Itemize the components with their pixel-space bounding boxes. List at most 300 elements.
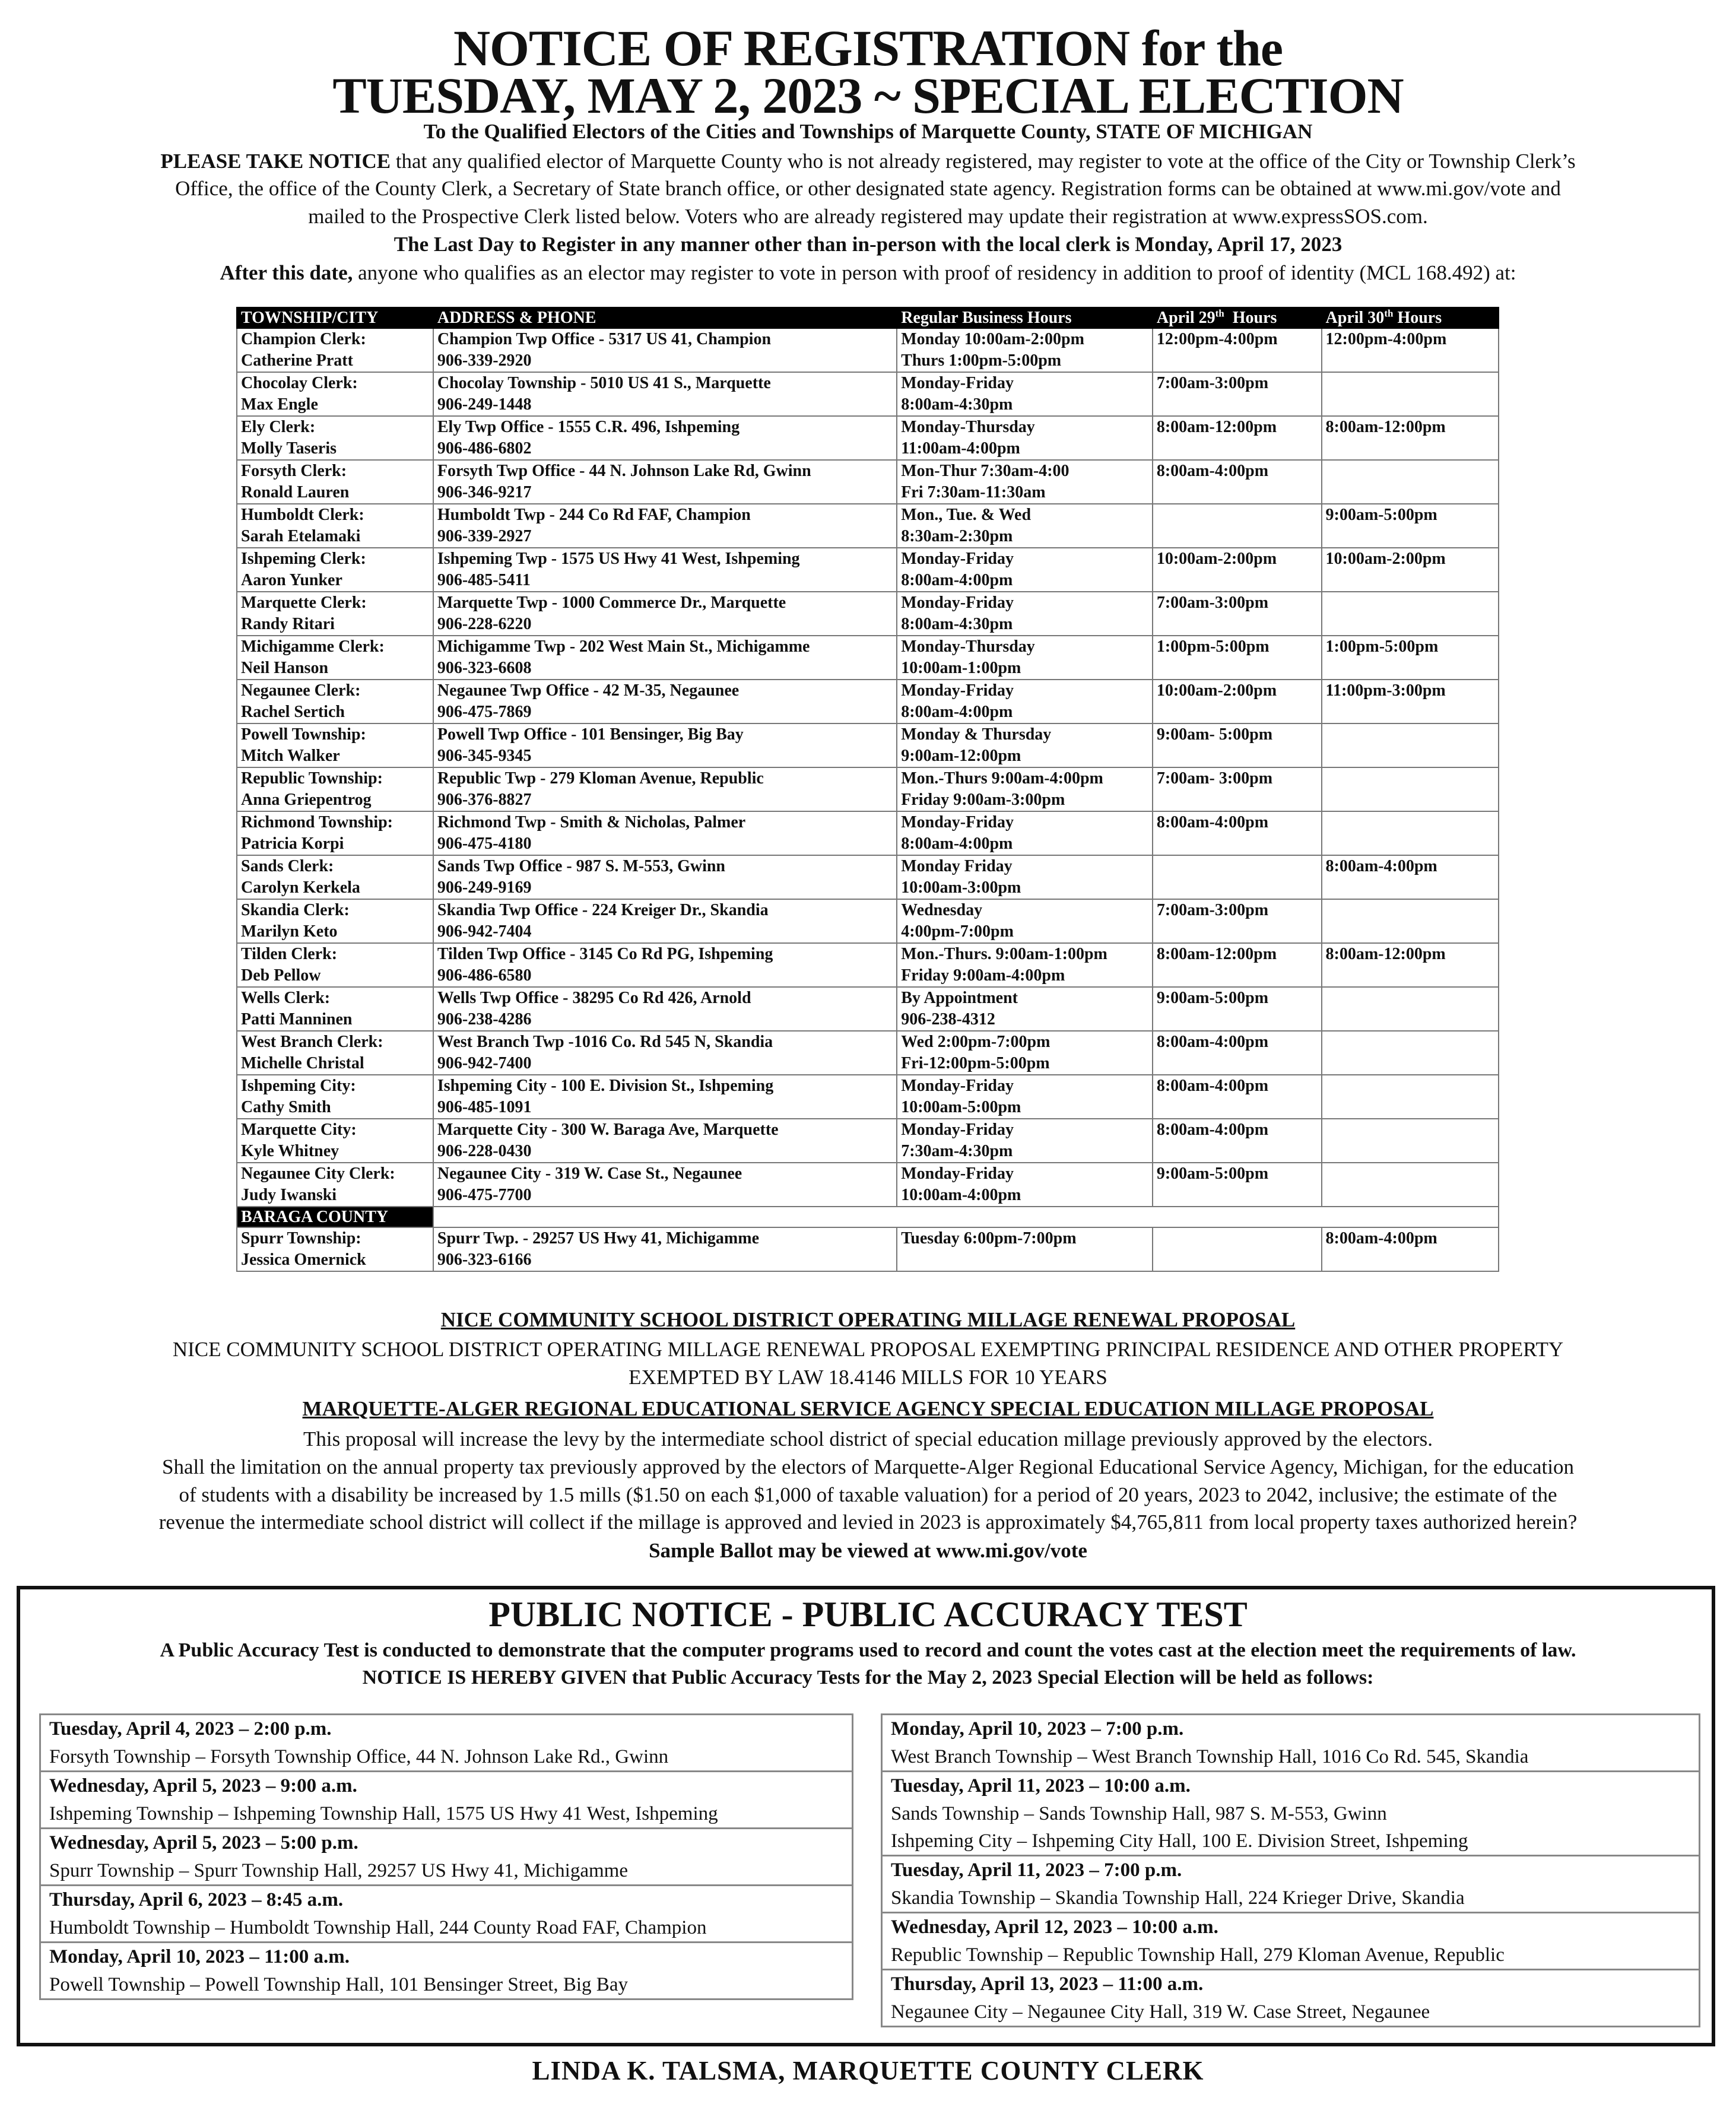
business-hours-cell-line1: Monday-Thursday [901, 637, 1035, 656]
accuracy-test-entry [41, 1829, 852, 1886]
business-hours-cell-line1: By Appointment [901, 989, 1018, 1007]
april-29-hours-cell: 8:00am-4:00pm [1153, 1031, 1322, 1075]
public-accuracy-line1: A Public Accuracy Test is conducted to demonstrate that the computer programs used to record and count the votes cast at the election meet the requirements of law. [160, 1639, 1576, 1661]
registration-table-header [237, 307, 1499, 328]
clerk-cell [237, 1031, 433, 1075]
business-hours-cell-line2: 8:00am-4:30pm [901, 615, 1013, 633]
address-cell-line2: 906-238-4286 [437, 1010, 532, 1029]
business-hours-cell-line1: Mon.-Thurs. 9:00am-1:00pm [901, 945, 1107, 963]
accuracy-test-location: Republic Township – Republic Township Hall, 279 Kloman Avenue, Republic [891, 1944, 1505, 1966]
address-cell [433, 548, 897, 592]
april-29-hours-cell: 7:00am-3:00pm [1153, 592, 1322, 636]
business-hours-cell [897, 811, 1153, 855]
business-hours-cell-line2: Fri 7:30am-11:30am [901, 483, 1046, 502]
clerk-cell [237, 680, 433, 723]
clerk-cell [237, 723, 433, 767]
business-hours-cell-line1: Monday-Friday [901, 1077, 1014, 1095]
address-cell-line2: 906-942-7400 [437, 1054, 532, 1072]
nice-proposal-heading: NICE COMMUNITY SCHOOL DISTRICT OPERATING MILLAGE RENEWAL PROPOSAL [440, 1308, 1296, 1331]
address-cell-line1: Forsyth Twp Office - 44 N. Johnson Lake Rd, Gwinn [437, 462, 811, 480]
business-hours-cell [897, 460, 1153, 504]
maresa-proposal-heading: MARQUETTE-ALGER REGIONAL EDUCATIONAL SERVICE AGENCY SPECIAL EDUCATION MILLAGE PROPOSAL [302, 1397, 1434, 1420]
clerk-cell-line2: Patti Manninen [241, 1010, 353, 1029]
clerk-cell-line1: Richmond Township: [241, 813, 393, 831]
address-cell [433, 987, 897, 1031]
business-hours-cell-line1: Monday-Thursday [901, 418, 1035, 436]
table-row [237, 328, 1499, 372]
business-hours-cell [897, 1031, 1153, 1075]
business-hours-cell-line1: Tuesday 6:00pm-7:00pm [901, 1229, 1077, 1248]
april-29-hours-cell [1153, 1227, 1322, 1271]
april-29-hours-cell: 8:00am-12:00pm [1153, 416, 1322, 460]
address-cell [433, 1227, 897, 1271]
clerk-cell-line1: Michigamme Clerk: [241, 637, 385, 656]
header-address: ADDRESS & PHONE [433, 307, 897, 328]
accuracy-test-date: Monday, April 10, 2023 – 7:00 p.m. [891, 1718, 1184, 1740]
business-hours-cell [897, 767, 1153, 811]
business-hours-cell [897, 723, 1153, 767]
table-row [237, 1227, 1499, 1271]
table-row [237, 416, 1499, 460]
accuracy-test-entry [41, 1886, 852, 1943]
clerk-cell-line2: Deb Pellow [241, 966, 321, 985]
intro-line1-text: that any qualified elector of Marquette County who is not already registered, may register to vote at the office of the City or Township Clerk’s [391, 150, 1576, 173]
address-cell-line2: 906-475-4180 [437, 834, 532, 853]
business-hours-cell-line2: 10:00am-3:00pm [901, 878, 1021, 897]
clerk-cell [237, 899, 433, 943]
address-cell [433, 767, 897, 811]
clerk-cell-line1: Tilden Clerk: [241, 945, 338, 963]
april-29-hours-cell: 8:00am-4:00pm [1153, 811, 1322, 855]
table-row [237, 504, 1499, 548]
intro-line2: Office, the office of the County Clerk, a Secretary of State branch office, or other designated state agency. Registration forms can be obtained at www.mi.gov/vote and [175, 177, 1561, 200]
clerk-cell-line1: Marquette Clerk: [241, 594, 367, 612]
table-row [237, 636, 1499, 680]
april-29-hours-cell: 8:00am-12:00pm [1153, 943, 1322, 987]
business-hours-cell-line1: Wednesday [901, 901, 983, 919]
table-row [237, 855, 1499, 899]
section-label-baraga-county: BARAGA COUNTY [237, 1207, 433, 1227]
april-30-hours-cell [1322, 811, 1499, 855]
address-cell [433, 680, 897, 723]
address-cell [433, 1075, 897, 1119]
maresa-proposal-line3: of students with a disability be increased by 1.5 mills ($1.50 on each $1,000 of taxable valuation) for a period of 20 years, 2023 to 2042, inclusive; the estimate of the [179, 1483, 1557, 1506]
clerk-cell-line1: Champion Clerk: [241, 330, 366, 348]
accuracy-test-location: Negaunee City – Negaunee City Hall, 319 W. Case Street, Negaunee [891, 2001, 1430, 2023]
clerk-cell [237, 855, 433, 899]
accuracy-test-entry [883, 1913, 1699, 1970]
accuracy-test-schedule-left [39, 1713, 853, 2000]
accuracy-test-entry [883, 1970, 1699, 2026]
notice-title-line2: TUESDAY, MAY 2, 2023 ~ SPECIAL ELECTION [332, 67, 1404, 124]
table-row [237, 899, 1499, 943]
clerk-cell [237, 416, 433, 460]
table-row [237, 460, 1499, 504]
business-hours-cell-line1: Monday-Friday [901, 374, 1014, 392]
clerk-cell-line2: Anna Griepentrog [241, 791, 372, 809]
table-row [237, 811, 1499, 855]
accuracy-test-entry [41, 1943, 852, 1998]
business-hours-cell-line2: 8:00am-4:00pm [901, 834, 1013, 853]
april-29-hours-cell: 7:00am-3:00pm [1153, 899, 1322, 943]
april-29-hours-cell [1153, 504, 1322, 548]
header-april-29: April 29th Hours [1153, 307, 1322, 328]
address-cell-line1: Republic Twp - 279 Kloman Avenue, Republic [437, 769, 764, 788]
clerk-cell [237, 811, 433, 855]
clerk-cell-line2: Patricia Korpi [241, 834, 344, 853]
notice-subtitle: To the Qualified Electors of the Cities and Townships of Marquette County, STATE OF MICHIGAN [423, 120, 1313, 143]
clerk-cell [237, 592, 433, 636]
public-accuracy-line2: NOTICE IS HEREBY GIVEN that Public Accuracy Tests for the May 2, 2023 Special Election will be held as follows: [362, 1667, 1374, 1689]
address-cell-line1: Tilden Twp Office - 3145 Co Rd PG, Ishpeming [437, 945, 773, 963]
clerk-cell [237, 987, 433, 1031]
business-hours-cell-line2: 10:00am-5:00pm [901, 1098, 1021, 1116]
address-cell-line2: 906-376-8827 [437, 791, 532, 809]
business-hours-cell-line2: 906-238-4312 [901, 1010, 995, 1029]
april-30-hours-cell: 8:00am-12:00pm [1322, 416, 1499, 460]
april-30-hours-cell: 9:00am-5:00pm [1322, 504, 1499, 548]
table-row [237, 680, 1499, 723]
address-cell-line1: Skandia Twp Office - 224 Kreiger Dr., Skandia [437, 901, 769, 919]
address-cell [433, 943, 897, 987]
clerk-cell [237, 372, 433, 416]
accuracy-test-location: West Branch Township – West Branch Township Hall, 1016 Co Rd. 545, Skandia [891, 1746, 1529, 1767]
clerk-cell-line1: Ely Clerk: [241, 418, 316, 436]
clerk-cell-line1: Sands Clerk: [241, 857, 334, 875]
address-cell-line2: 906-942-7404 [437, 922, 532, 941]
table-row [237, 1031, 1499, 1075]
address-cell-line2: 906-485-1091 [437, 1098, 532, 1116]
accuracy-test-date: Tuesday, April 4, 2023 – 2:00 p.m. [49, 1718, 332, 1740]
address-cell [433, 372, 897, 416]
intro-lead: PLEASE TAKE NOTICE [160, 150, 391, 173]
clerk-cell-line1: Forsyth Clerk: [241, 462, 347, 480]
clerk-cell-line2: Sarah Etelamaki [241, 527, 361, 545]
april-30-hours-cell: 8:00am-12:00pm [1322, 943, 1499, 987]
april-30-hours-cell: 8:00am-4:00pm [1322, 1227, 1499, 1271]
business-hours-cell-line2: Thurs 1:00pm-5:00pm [901, 351, 1062, 370]
business-hours-cell [897, 680, 1153, 723]
maresa-proposal-line2: Shall the limitation on the annual property tax previously approved by the electors of Marquette-Alger Regional Educational Service Agency, Michigan, for the education [162, 1455, 1574, 1478]
address-cell-line1: Ishpeming City - 100 E. Division St., Ishpeming [437, 1077, 774, 1095]
intro-line3: mailed to the Prospective Clerk listed below. Voters who are already registered may update their registration at www.expressSOS.com. [308, 205, 1428, 228]
table-row [237, 372, 1499, 416]
clerk-cell-line2: Mitch Walker [241, 747, 340, 765]
clerk-cell-line1: Negaunee Clerk: [241, 681, 361, 700]
clerk-cell-line1: Chocolay Clerk: [241, 374, 358, 392]
april-29-hours-cell: 10:00am-2:00pm [1153, 548, 1322, 592]
address-cell-line1: Negaunee City - 319 W. Case St., Negaunee [437, 1164, 742, 1183]
clerk-cell [237, 504, 433, 548]
address-cell [433, 328, 897, 372]
business-hours-cell-line2: Friday 9:00am-4:00pm [901, 966, 1065, 985]
april-30-hours-cell [1322, 1119, 1499, 1163]
nice-proposal-line2: EXEMPTED BY LAW 18.4146 MILLS FOR 10 YEARS [629, 1366, 1107, 1389]
business-hours-cell [897, 899, 1153, 943]
table-row [237, 1075, 1499, 1119]
accuracy-test-schedule-right [881, 1713, 1700, 2027]
business-hours-cell-line2: 7:30am-4:30pm [901, 1142, 1013, 1160]
clerk-cell [237, 636, 433, 680]
accuracy-test-location: Ishpeming City – Ishpeming City Hall, 100 E. Division Street, Ishpeming [891, 1830, 1468, 1852]
business-hours-cell-line1: Monday-Friday [901, 681, 1014, 700]
address-cell-line2: 906-485-5411 [437, 571, 531, 589]
accuracy-test-location: Forsyth Township – Forsyth Township Office, 44 N. Johnson Lake Rd., Gwinn [49, 1746, 669, 1767]
april-29-hours-cell: 10:00am-2:00pm [1153, 680, 1322, 723]
clerk-cell [237, 548, 433, 592]
accuracy-test-location: Skandia Township – Skandia Township Hall, 224 Krieger Drive, Skandia [891, 1887, 1465, 1909]
clerk-cell [237, 1119, 433, 1163]
address-cell-line2: 906-323-6166 [437, 1251, 532, 1269]
business-hours-cell [897, 592, 1153, 636]
april-29-hours-cell: 8:00am-4:00pm [1153, 1075, 1322, 1119]
address-cell [433, 723, 897, 767]
address-cell-line1: Richmond Twp - Smith & Nicholas, Palmer [437, 813, 746, 831]
address-cell [433, 899, 897, 943]
accuracy-test-date: Tuesday, April 11, 2023 – 7:00 p.m. [891, 1859, 1182, 1881]
intro-line1 [12, 150, 1724, 173]
address-cell-line2: 906-486-6580 [437, 966, 532, 985]
address-cell-line1: Ely Twp Office - 1555 C.R. 496, Ishpeming [437, 418, 740, 436]
header-township: TOWNSHIP/CITY [237, 307, 433, 328]
april-30-hours-cell: 12:00pm-4:00pm [1322, 328, 1499, 372]
business-hours-cell-line1: Monday-Friday [901, 550, 1014, 568]
business-hours-cell-line2: 4:00pm-7:00pm [901, 922, 1014, 941]
clerk-cell-line1: Spurr Township: [241, 1229, 361, 1248]
address-cell-line2: 906-249-1448 [437, 395, 532, 414]
business-hours-cell [897, 1075, 1153, 1119]
business-hours-cell [897, 1163, 1153, 1207]
notice-title-line1: NOTICE OF REGISTRATION for the [453, 20, 1283, 77]
clerk-cell [237, 1163, 433, 1207]
clerk-cell-line1: Ishpeming City: [241, 1077, 356, 1095]
clerk-cell [237, 460, 433, 504]
clerk-cell-line1: Wells Clerk: [241, 989, 331, 1007]
april-30-hours-cell: 1:00pm-5:00pm [1322, 636, 1499, 680]
clerk-cell-line2: Jessica Omernick [241, 1251, 366, 1269]
business-hours-cell-line1: Wed 2:00pm-7:00pm [901, 1033, 1051, 1051]
april-29-hours-cell: 7:00am-3:00pm [1153, 372, 1322, 416]
address-cell-line2: 906-475-7700 [437, 1186, 532, 1204]
address-cell [433, 855, 897, 899]
business-hours-cell-line1: Mon., Tue. & Wed [901, 506, 1032, 524]
business-hours-cell-line2: 11:00am-4:00pm [901, 439, 1020, 458]
business-hours-cell [897, 987, 1153, 1031]
address-cell-line1: Powell Twp Office - 101 Bensinger, Big Bay [437, 725, 744, 744]
header-hours: Regular Business Hours [897, 307, 1153, 328]
address-cell [433, 504, 897, 548]
business-hours-cell-line1: Monday & Thursday [901, 725, 1052, 744]
clerk-cell-line1: Powell Township: [241, 725, 366, 744]
table-row [237, 592, 1499, 636]
april-30-hours-cell [1322, 592, 1499, 636]
header-april-30: April 30th Hours [1322, 307, 1499, 328]
address-cell [433, 1163, 897, 1207]
business-hours-cell [897, 636, 1153, 680]
address-cell [433, 416, 897, 460]
clerk-cell [237, 1227, 433, 1271]
clerk-cell-line2: Max Engle [241, 395, 318, 414]
business-hours-cell-line1: Monday-Friday [901, 1121, 1014, 1139]
business-hours-cell-line1: Monday-Friday [901, 594, 1014, 612]
clerk-cell-line1: Negaunee City Clerk: [241, 1164, 395, 1183]
address-cell-line2: 906-323-6608 [437, 659, 532, 677]
accuracy-test-date: Tuesday, April 11, 2023 – 10:00 a.m. [891, 1775, 1191, 1797]
clerk-cell-line2: Ronald Lauren [241, 483, 350, 502]
april-30-hours-cell [1322, 723, 1499, 767]
business-hours-cell-line1: Mon.-Thurs 9:00am-4:00pm [901, 769, 1103, 788]
table-row [237, 987, 1499, 1031]
table-row [237, 1163, 1499, 1207]
accuracy-test-entry [41, 1772, 852, 1829]
accuracy-test-location: Humboldt Township – Humboldt Township Hall, 244 County Road FAF, Champion [49, 1917, 707, 1938]
april-29-hours-cell: 12:00pm-4:00pm [1153, 328, 1322, 372]
april-30-hours-cell [1322, 460, 1499, 504]
business-hours-cell-line2: 10:00am-1:00pm [901, 659, 1021, 677]
accuracy-test-location: Sands Township – Sands Township Hall, 987 S. M-553, Gwinn [891, 1803, 1387, 1824]
business-hours-cell-line2: 8:30am-2:30pm [901, 527, 1013, 545]
address-cell [433, 592, 897, 636]
business-hours-cell [897, 328, 1153, 372]
accuracy-test-date: Thursday, April 6, 2023 – 8:45 a.m. [49, 1889, 344, 1910]
table-row [237, 767, 1499, 811]
clerk-cell-line1: West Branch Clerk: [241, 1033, 383, 1051]
april-29-hours-cell: 9:00am-5:00pm [1153, 987, 1322, 1031]
accuracy-test-date: Wednesday, April 5, 2023 – 5:00 p.m. [49, 1832, 358, 1854]
business-hours-cell-line2: 8:00am-4:00pm [901, 703, 1013, 721]
business-hours-cell-line2: 9:00am-12:00pm [901, 747, 1021, 765]
public-accuracy-title: PUBLIC NOTICE - PUBLIC ACCURACY TEST [488, 1595, 1248, 1634]
april-30-hours-cell: 10:00am-2:00pm [1322, 548, 1499, 592]
address-cell-line1: Marquette City - 300 W. Baraga Ave, Marquette [437, 1121, 779, 1139]
business-hours-cell-line1: Monday 10:00am-2:00pm [901, 330, 1084, 348]
after-date-lead: After this date, [220, 261, 353, 284]
address-cell-line2: 906-228-0430 [437, 1142, 532, 1160]
clerk-cell-line2: Neil Hanson [241, 659, 329, 677]
accuracy-test-entry [883, 1856, 1699, 1913]
address-cell-line2: 906-339-2920 [437, 351, 532, 370]
april-29-hours-cell [1153, 855, 1322, 899]
address-cell-line1: Negaunee Twp Office - 42 M-35, Negaunee [437, 681, 740, 700]
business-hours-cell [897, 1119, 1153, 1163]
address-cell-line2: 906-345-9345 [437, 747, 532, 765]
clerk-cell [237, 328, 433, 372]
clerk-cell [237, 1075, 433, 1119]
address-cell-line2: 906-486-6802 [437, 439, 532, 458]
clerk-cell-line2: Michelle Christal [241, 1054, 364, 1072]
business-hours-cell-line2: Fri-12:00pm-5:00pm [901, 1054, 1050, 1072]
last-day-notice: The Last Day to Register in any manner other than in-person with the local clerk is Monday, April 17, 2023 [393, 233, 1343, 256]
address-cell [433, 1119, 897, 1163]
table-row [237, 723, 1499, 767]
april-30-hours-cell [1322, 1031, 1499, 1075]
clerk-cell-line2: Kyle Whitney [241, 1142, 339, 1160]
business-hours-cell-line1: Mon-Thur 7:30am-4:00 [901, 462, 1069, 480]
address-cell-line2: 906-249-9169 [437, 878, 532, 897]
address-cell-line1: Champion Twp Office - 5317 US 41, Champion [437, 330, 772, 348]
county-clerk-signature: LINDA K. TALSMA, MARQUETTE COUNTY CLERK [532, 2056, 1204, 2086]
business-hours-cell-line2: 8:00am-4:00pm [901, 571, 1013, 589]
business-hours-cell-line1: Monday-Friday [901, 1164, 1014, 1183]
address-cell-line1: Spurr Twp. - 29257 US Hwy 41, Michigamme [437, 1229, 760, 1248]
april-29-hours-cell: 8:00am-4:00pm [1153, 1119, 1322, 1163]
address-cell-line1: Wells Twp Office - 38295 Co Rd 426, Arnold [437, 989, 751, 1007]
business-hours-cell [897, 855, 1153, 899]
accuracy-test-date: Monday, April 10, 2023 – 11:00 a.m. [49, 1946, 350, 1967]
address-cell-line1: Humboldt Twp - 244 Co Rd FAF, Champion [437, 506, 751, 524]
business-hours-cell [897, 943, 1153, 987]
accuracy-test-location: Spurr Township – Spurr Township Hall, 29257 US Hwy 41, Michigamme [49, 1860, 628, 1881]
business-hours-cell-line2: 10:00am-4:00pm [901, 1186, 1021, 1204]
april-30-hours-cell [1322, 1163, 1499, 1207]
business-hours-cell-line1: Monday Friday [901, 857, 1013, 875]
clerk-cell-line2: Catherine Pratt [241, 351, 353, 370]
clerk-cell [237, 943, 433, 987]
address-cell [433, 636, 897, 680]
april-30-hours-cell [1322, 1075, 1499, 1119]
april-29-hours-cell: 9:00am-5:00pm [1153, 1163, 1322, 1207]
address-cell-line1: Ishpeming Twp - 1575 US Hwy 41 West, Ishpeming [437, 550, 800, 568]
accuracy-test-entry [883, 1715, 1699, 1772]
table-row [237, 1119, 1499, 1163]
accuracy-test-date: Wednesday, April 12, 2023 – 10:00 a.m. [891, 1916, 1218, 1938]
maresa-proposal-line4: revenue the intermediate school district will collect if the millage is approved and levied in 2023 is approximately $4,765,811 from local property taxes authorized herein? [158, 1510, 1578, 1534]
clerk-cell-line1: Republic Township: [241, 769, 383, 788]
april-30-hours-cell [1322, 372, 1499, 416]
address-cell-line2: 906-475-7869 [437, 703, 532, 721]
accuracy-test-entry [41, 1715, 852, 1772]
address-cell [433, 1031, 897, 1075]
accuracy-test-location: Ishpeming Township – Ishpeming Township Hall, 1575 US Hwy 41 West, Ishpeming [49, 1803, 718, 1824]
business-hours-cell-line1: Monday-Friday [901, 813, 1014, 831]
clerk-cell-line1: Skandia Clerk: [241, 901, 350, 919]
table-row [237, 548, 1499, 592]
april-29-hours-cell: 7:00am- 3:00pm [1153, 767, 1322, 811]
address-cell-line1: Marquette Twp - 1000 Commerce Dr., Marquette [437, 594, 786, 612]
after-date-text: anyone who qualifies as an elector may register to vote in person with proof of residency in addition to proof of identity (MCL 168.492) at: [353, 261, 1516, 284]
address-cell-line2: 906-228-6220 [437, 615, 532, 633]
business-hours-cell [897, 504, 1153, 548]
business-hours-cell [897, 548, 1153, 592]
address-cell-line1: Sands Twp Office - 987 S. M-553, Gwinn [437, 857, 726, 875]
table-row [237, 943, 1499, 987]
april-30-hours-cell [1322, 899, 1499, 943]
address-cell-line2: 906-346-9217 [437, 483, 532, 502]
clerk-cell-line2: Rachel Sertich [241, 703, 345, 721]
clerk-cell-line1: Marquette City: [241, 1121, 357, 1139]
address-cell-line1: Chocolay Township - 5010 US 41 S., Marquette [437, 374, 771, 392]
address-cell-line2: 906-339-2927 [437, 527, 532, 545]
accuracy-test-location: Powell Township – Powell Township Hall, 101 Bensinger Street, Big Bay [49, 1974, 628, 1995]
sample-ballot-note: Sample Ballot may be viewed at www.mi.gov/vote [649, 1539, 1087, 1562]
april-29-hours-cell: 1:00pm-5:00pm [1153, 636, 1322, 680]
maresa-proposal-line1: This proposal will increase the levy by the intermediate school district of special education millage previously approved by the electors. [303, 1427, 1433, 1451]
business-hours-cell [897, 1227, 1153, 1271]
registration-table [236, 307, 1499, 1272]
april-30-hours-cell: 8:00am-4:00pm [1322, 855, 1499, 899]
clerk-cell-line1: Ishpeming Clerk: [241, 550, 366, 568]
address-cell-line1: Michigamme Twp - 202 West Main St., Michigamme [437, 637, 810, 656]
accuracy-test-date: Wednesday, April 5, 2023 – 9:00 a.m. [49, 1775, 357, 1797]
clerk-cell-line2: Aaron Yunker [241, 571, 342, 589]
clerk-cell [237, 767, 433, 811]
april-30-hours-cell: 11:00pm-3:00pm [1322, 680, 1499, 723]
april-29-hours-cell: 8:00am-4:00pm [1153, 460, 1322, 504]
clerk-cell-line2: Molly Taseris [241, 439, 337, 458]
section-header-blank [433, 1207, 1499, 1227]
clerk-cell-line1: Humboldt Clerk: [241, 506, 364, 524]
business-hours-cell [897, 372, 1153, 416]
